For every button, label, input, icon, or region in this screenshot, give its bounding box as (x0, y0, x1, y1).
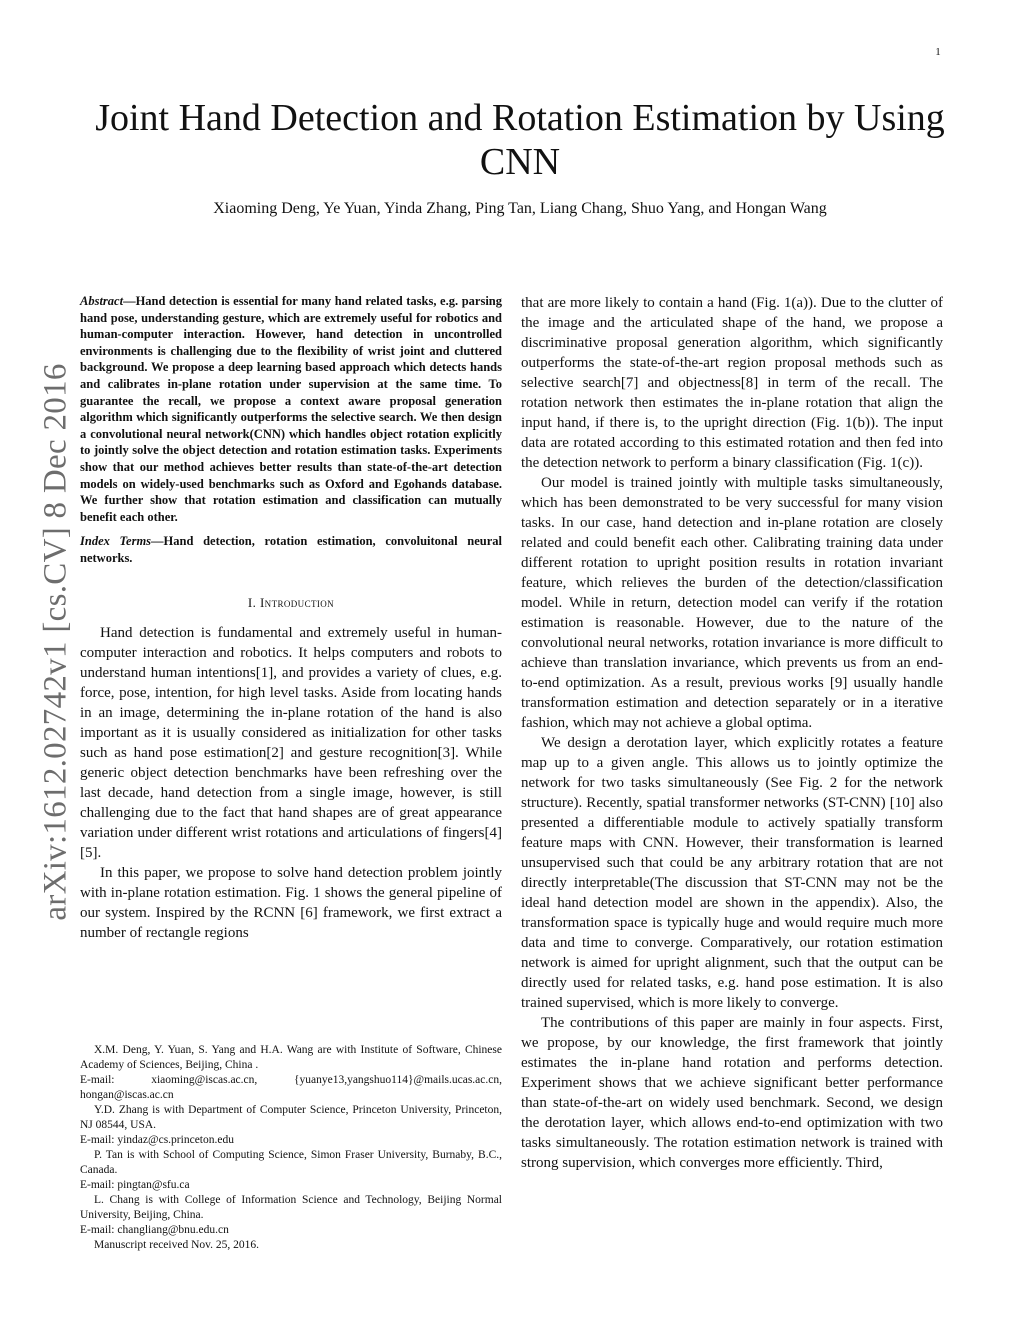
arxiv-stamp: arXiv:1612.02742v1 [cs.CV] 8 Dec 2016 (37, 363, 74, 921)
footnote-email: E-mail: pingtan@sfu.ca (80, 1179, 190, 1191)
footnote-email: E-mail: xiaoming@iscas.ac.cn, {yuanye13,yangshuo114}@mails.ucas.ac.cn, hongan@iscas.ac.cn (80, 1074, 502, 1101)
footnote-affiliation: P. Tan is with School of Computing Science, Simon Fraser University, Burnaby, B.C., Canada. (80, 1149, 502, 1176)
paper-title: Joint Hand Detection and Rotation Estimation by Using CNN (95, 97, 945, 183)
author-footnotes (80, 1043, 502, 1253)
index-terms-label: Index Terms (80, 534, 152, 549)
right-column (521, 293, 943, 1173)
footnote-manuscript-date: Manuscript received Nov. 25, 2016. (94, 1239, 260, 1251)
intro-paragraph-4: We design a derotation layer, which explicitly rotates a feature map up to a given angle. This allows us to jointly optimize the network for two tasks simultaneously (See Fig. 2 for the network structure). Recently, spatial transformer networks (ST-CNN) [10] also presented a differentiable module to actively spatially transform feature maps with CNN. However, their transformation is learned unsupervised such that could be any arbitrary rotation that are not directly interpretable(The discussion that ST-CNN may not be the ideal hand detection model are shown in the appendix). Also, the transformation space is typically huge and would require much more data and time to converge. Comparatively, our rotation estimation network is aimed for upright alignment, such that the output can be directly used for related tasks, e.g. hand pose estimation. It is also trained supervised, which is more likely to converge. (521, 735, 943, 1011)
footnote-affiliation: L. Chang is with College of Information Science and Technology, Beijing Normal University, Beijing, China. (80, 1194, 502, 1221)
section-heading-introduction (80, 595, 502, 611)
intro-paragraph-3: Our model is trained jointly with multiple tasks simultaneously, which has been demonstrated to be very successful for many vision tasks. In our case, hand detection and in-plane rotation are closely related and could benefit each other. Calibrating training data under different rotation to upright position results in rotation invariant feature, which relieves the burden of the detection/classification model. While in return, detection model can verify if the rotation estimation is reasonable. However, due to the nature of the convolutional neural networks, rotation invariance is more difficult to achieve than translation invariance, which prevents us from an end-to-end optimization. As a result, previous works [9] usually handle transformation estimation and detection separately or in a iterative fashion, which may not achieve a global optima. (521, 475, 943, 731)
footnote-affiliation: X.M. Deng, Y. Yuan, S. Yang and H.A. Wang are with Institute of Software, Chinese Academy of Sciences, Beijing, China . (80, 1044, 502, 1071)
left-column (80, 293, 502, 943)
intro-paragraph-5: The contributions of this paper are mainly in four aspects. First, we propose, by our knowledge, the first framework that jointly estimates the in-plane hand rotation and performs detection. Experiment shows that we achieve significant better performance than state-of-the-art on widely used benchmark. Second, we design the derotation layer, which allows end-to-end optimization with two tasks simultaneously. The rotation estimation network is trained with strong supervision, which converges more efficiently. Third, (521, 1015, 943, 1171)
index-terms (80, 533, 502, 566)
footnote-email: E-mail: changliang@bnu.edu.cn (80, 1224, 229, 1236)
author-list: Xiaoming Deng, Ye Yuan, Yinda Zhang, Ping Tan, Liang Chang, Shuo Yang, and Hongan Wang (213, 200, 827, 217)
footnote-email: E-mail: yindaz@cs.princeton.edu (80, 1134, 234, 1146)
abstract-text: —Hand detection is essential for many hand related tasks, e.g. parsing hand pose, understanding gesture, which are extremely useful for robotics and human-computer interaction. However, hand detection in uncontrolled environments is challenging due to the flexibility of wrist joint and cluttered background. We propose a deep learning based approach which detects hands and calibrates in-plane rotation under supervision at the same time. To guarantee the recall, we propose a context aware proposal generation algorithm which significantly outperforms the selective search. We then design a convolutional neural network(CNN) which handles object rotation explicitly to jointly solve the object detection and rotation estimation tasks. Experiments show that our method achieves better results than state-of-the-art detection models on widely-used benchmarks such as Oxford and Egohands database. We further show that rotation estimation and classification can mutually benefit each other. (80, 294, 502, 524)
intro-paragraph-1: Hand detection is fundamental and extremely useful in human-computer interaction and robotics. It helps computers and robots to understand human intentions[1], and provides a variety of clues, e.g. force, pose, intention, for high level tasks. Aside from locating hands in an image, determining the in-plane rotation of the hand is also important as it is usually considered as initialization for other tasks such as hand pose estimation[2] and gesture recognition[3]. While generic object detection benchmarks have been refreshing over the last decade, hand detection from a single image, however, is still challenging due to the fact that hand shapes are of great appearance variation under different wrist rotations and articulations of fingers[4][5]. (80, 624, 502, 861)
abstract (80, 293, 502, 525)
section-title: Introduction (259, 594, 335, 610)
abstract-label: Abstract (80, 294, 124, 308)
intro-continuation: that are more likely to contain a hand (Fig. 1(a)). Due to the clutter of the image and the articulated shape of the hand, we propose a discriminative proposal generation algorithm, which significantly outperforms the state-of-the-art region proposal methods such as selective search[7] and objectness[8] in term of the recall. The rotation network then estimates the in-plane rotation that align the input hand, if there is, to the upright direction (Fig. 1(b)). The input data are rotated according to this estimated rotation and then fed into the detection network to perform a binary classification (Fig. 1(c)). (521, 295, 943, 471)
index-terms-text: —Hand detection, rotation estimation, convoluitonal neural networks. (80, 534, 502, 565)
intro-paragraph-2: In this paper, we propose to solve hand detection problem jointly with in-plane rotation estimation. Fig. 1 shows the general pipeline of our system. Inspired by the RCNN [6] framework, we first extract a number of rectangle regions (80, 864, 502, 941)
section-numeral: I. (247, 594, 260, 610)
page-number: 1 (935, 46, 941, 58)
footnote-affiliation: Y.D. Zhang is with Department of Computer Science, Princeton University, Princeton, NJ 08544, USA. (80, 1104, 502, 1131)
